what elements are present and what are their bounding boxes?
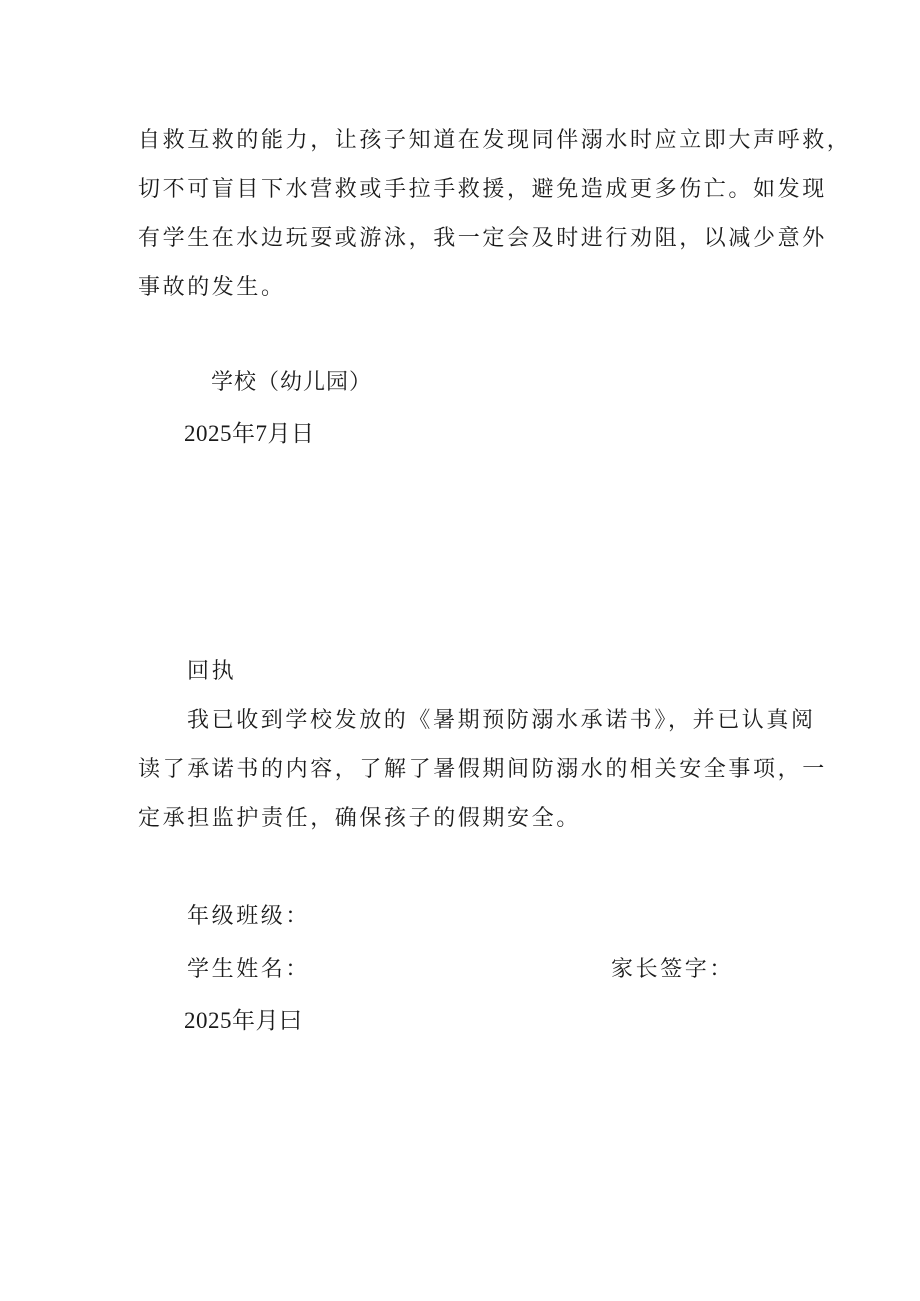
school-date: 2025年7月日 [184, 421, 315, 446]
intro-line-4: 事故的发生。 [138, 275, 286, 300]
parent-signature-label: 家长签字： [611, 957, 735, 982]
school-name: 学校（幼儿园） [211, 370, 373, 395]
student-name-label: 学生姓名： [187, 957, 311, 982]
receipt-line-2: 读了承诺书的内容，了解了暑假期间防溺水的相关安全事项，一 [138, 757, 827, 782]
intro-line-2: 切不可盲目下水营救或手拉手救援，避免造成更多伤亡。如发现 [138, 177, 827, 202]
grade-class-label: 年级班级： [187, 904, 311, 929]
intro-line-3: 有学生在水边玩耍或游泳，我一定会及时进行劝阻，以减少意外 [138, 226, 827, 251]
receipt-line-1: 我已收到学校发放的《暑期预防溺水承诺书》，并已认真阅 [187, 708, 816, 733]
receipt-line-3: 定承担监护责任，确保孩子的假期安全。 [138, 806, 581, 831]
intro-line-1: 自救互救的能力，让孩子知道在发现同伴溺水时应立即大声呼救， [138, 128, 852, 153]
receipt-date: 2025年月曰 [184, 1008, 303, 1033]
receipt-title: 回执 [187, 659, 237, 684]
